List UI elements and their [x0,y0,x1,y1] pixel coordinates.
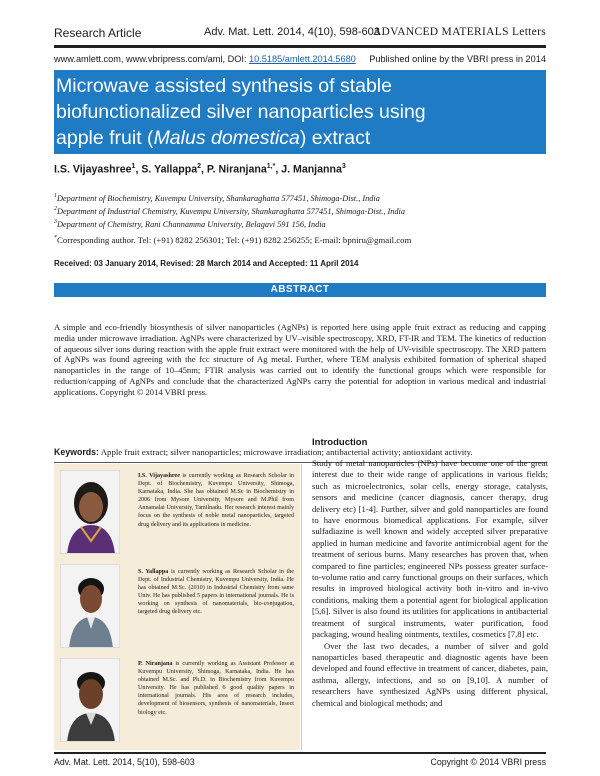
title-line-1: Microwave assisted synthesis of stable [56,75,392,97]
author-list: I.S. Vijayashree$^1$, S. Yallappa$^2$, P. Niranjana$^{1,*}$, J. Manjanna$^3$ [54,163,346,176]
keywords-label: Keywords: [54,447,99,457]
introduction-paragraph: Study of metal nanoparticles (NPs) have become one of the great interest due to their wide range of applications in various fields; such as microelectronics, solar cells, energy storage, catalysts, sensors and medicine (cancer diagnosis, cancer therapy, drug delivery etc) [1-4]. Further, silver and gold nanoparticles are found to have enormous biomedical applications. For example, silver sulfadiazine is well known and widely accepted silver preparative applied in human medicine and favorite antimicrobial agent for the treatment of serious burns. Many researches has proven that, when compared to fine particles; engineered NPs possess greater surface-to-volume ratio and carry functional groups on their surfaces, which results in improved biological activity both in-vitro and in-vivo conditions, making them a potential agent for biological application [5,6]. Silver is also found its utilities for applications in antibacterial treatment of surgical instruments, water purification, food packaging, wound healing ointments, textiles, cosmetics [7,8] etc. [312,458,548,640]
journal-reference: Adv. Mat. Lett. 2014, 4(10), 598-603 [204,26,380,38]
footer-journal-ref: Adv. Mat. Lett. 2014, 5(10), 598-603 [54,757,195,767]
footer-copyright: Copyright © 2014 VBRI press [430,757,546,767]
header-rule [54,45,546,48]
author-photo [60,658,120,742]
journal-brand: ADVANCED MATERIALS Letters [372,26,546,38]
keywords [54,447,546,457]
author-bio [54,470,300,560]
affiliation: $^2$Department of Industrial Chemistry, Kuvempu University, Shankaraghatta 577451, Shimoga-Dist., India [54,205,405,216]
affiliation: $^1$Department of Biochemistry, Kuvempu University, Shankaraghatta 577451, Shimoga-Dist., India [54,193,380,203]
species-name: Malus domestica [153,127,300,149]
urls-text: www.amlett.com, www.vbripress.com/aml, DOI: [54,54,247,64]
introduction-body [312,458,548,709]
author-bio [54,564,300,654]
paper-title [54,70,546,154]
author-name: J. Manjanna [281,163,342,176]
author-bio [54,658,300,748]
introduction-heading: Introduction [312,437,368,448]
journal-header [54,26,546,42]
published-note: Published online by the VBRI press in 2014 [369,54,546,64]
author-name: I.S. Vijayashree [54,163,132,176]
keywords-text: Apple fruit extract; silver nanoparticles; microwave irradiation; antibacterial activity; antioxidant activity. [100,447,473,457]
bio-text: S. Yallappa is currently working as Research Scholar in the Dept. of Industrial Chemistry, Kuvempu University, India. He has obtained M.Sc. (2010) in Industrial Chemistry from same Univ. He has published 5 papers in international journals. He is working on synthesis of nanomaterials, bio-conjugation, targeted drug delivery etc. [138,569,294,616]
column-divider [301,464,302,750]
doi-link[interactable]: 10.5185/amlett.2014.5680 [249,54,356,64]
corresponding-author: *Corresponding author. Tel: (+91) 8282 256301; Tel: (+91) 8282 256255; E-mail: bpniru@gmail.com [54,235,412,245]
bio-text: I.S. Vijayashree is currently working as Research Scholar in Dept. of Biochemistry, Kuvempu University, Shimoga, Karnataka, India. She has obtained M.Sc in Biochemistry in 2006 from Mysore University, Mysore and M.Phil from Annamalai University, Tamilnadu. Her research interest mainly focus on the synthesis of noble metal nanoparticles, targeted drug delivery and its applications in medicine. [138,473,294,528]
article-dates: Received: 03 January 2014, Revised: 28 March 2014 and Accepted: 11 April 2014 [54,259,359,268]
author-name: P. Niranjana [206,163,267,176]
affiliation: $^3$Department of Chemistry, Rani Channamma University, Belagavi 591 156, India [54,218,326,229]
author-name: S. Yallappa [141,163,198,176]
abstract-text: A simple and eco-friendly biosynthesis of silver nanoparticles (AgNPs) is reported here using apple fruit extract as reducing and capping media under microwave irradiation. AgNPs were characterized by UV–visible spectroscopy, XRD, FT-IR and TEM. The kinetics of reduction of aqueous silver ions during reaction with the apple fruit extract were monitored with the help of UV-visible spectroscopy. The XRD pattern of AgNPs was found agreeing with the fcc structure of Ag metal. Further, where TEM analysis exhibited formation of spherical shaped nanoparticles in the range of 10–45nm; FTIR analysis was carried out to identify the functional groups which were responsible for reduction/capping of AgNPs and conclude that the characterized AgNPs carry the potential for adoption in various medical and industrial applications. Copyright © 2014 VBRI press. [54,322,546,397]
title-line-3: apple fruit (Malus domestica) extract [56,127,371,149]
affiliations [54,191,405,229]
author-bios [54,464,300,750]
introduction-paragraph: Over the last two decades, a number of silver and gold nanoparticles based therapeutic and diagnostic agents have been developed and found effective in treatment of cancer, diabetes, pain, asthma, allergy, infections, and so on [9,10]. A number of researchers have synthesized AgNPs using different physical, chemical and biological methods; and [312,640,548,708]
journal-urls [54,54,356,64]
bio-text: P. Niranjana is currently working as Assistant Professor at Kuvempu University, Shimoga, Karnataka, India. He has obtained M.Sc. and Ph.D. in Biochemistry from Kuvempu University. He has published 6 good quality papers in international journals. His area of research includes, development of biosensors, synthesis of nanomaterials, Insect biology etc. [138,661,294,716]
author-photo [60,470,120,554]
title-line-2: biofunctionalized silver nanoparticles using [56,101,426,123]
author-photo [60,564,120,648]
footer-rule [54,752,546,754]
abstract-heading: ABSTRACT [54,283,546,297]
article-type: Research Article [54,26,142,40]
